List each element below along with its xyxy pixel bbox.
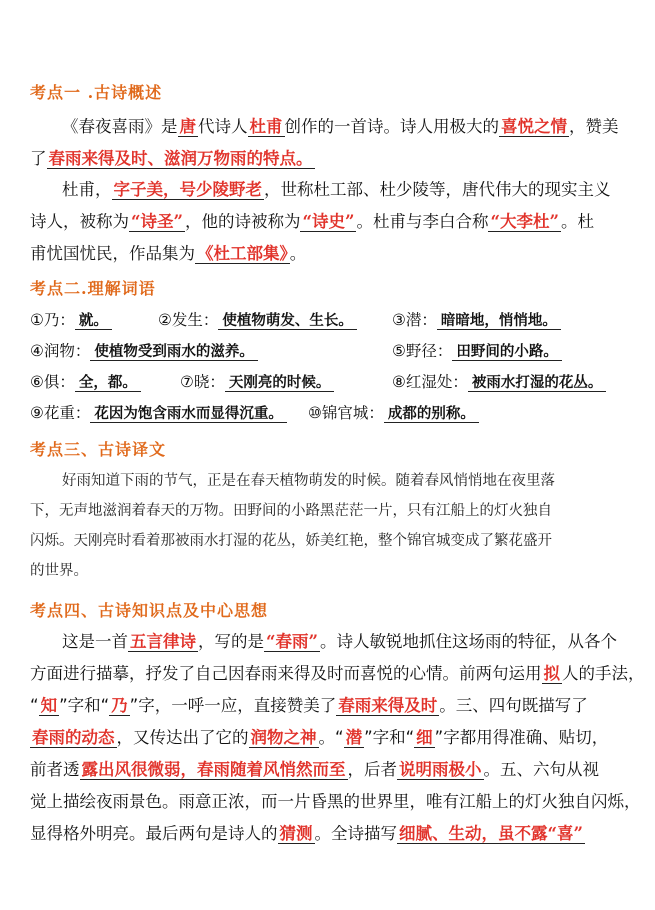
analysis-paragraph (30, 626, 645, 850)
vocab-item (30, 370, 141, 392)
answer-style: 细腻、生动，虽不露“喜” (399, 824, 583, 843)
text: 。三、四句既描写了 (439, 696, 588, 715)
text: “ (30, 696, 39, 715)
translation-paragraph (30, 466, 630, 586)
text: ⑤野径： (392, 342, 453, 360)
answer-title-poet: “诗圣” (131, 212, 183, 231)
text (30, 238, 630, 270)
text: 天刚亮的时候。 (225, 374, 335, 392)
answer-small-rain: 说明雨极小 (399, 760, 482, 779)
answer-spirit: 润物之神 (250, 728, 317, 747)
text: ②发生： (158, 311, 219, 329)
text: 就。 (75, 312, 112, 330)
text: ⑧红湿处： (392, 373, 468, 391)
section-heading-2: 考点二.理解词语 (30, 279, 156, 298)
text: 这是一首 (62, 632, 128, 651)
text: 。杜甫与李白合称 (356, 212, 489, 231)
text: 。杜 (560, 212, 594, 231)
answer-wind: 露出风很微弱，春雨随着风悄然而至 (81, 760, 346, 779)
text: ①乃： (30, 311, 75, 329)
answer-subject: “春雨” (266, 632, 318, 651)
text: 了 (30, 149, 47, 168)
vocab-item (30, 308, 112, 330)
text: ⑥俱： (30, 373, 75, 391)
answer-guess: 猜测 (279, 824, 313, 843)
answer-char-zhi: 知 (40, 696, 58, 715)
vocab-item (308, 401, 479, 423)
text: ，后者 (347, 760, 397, 779)
vocab-row (30, 308, 640, 339)
answer-li-du: “大李杜” (490, 212, 559, 231)
text: ⑩锦官城： (308, 404, 384, 422)
text: 。全诗描写 (314, 824, 397, 843)
text (30, 722, 630, 754)
text: ，赞美 (569, 117, 619, 136)
vocab-item (30, 401, 287, 423)
text: ”字和“ (364, 728, 415, 747)
answer-timely: 春雨来得及时 (338, 696, 438, 715)
text: 全，都。 (75, 374, 141, 392)
vocab-item (158, 308, 357, 330)
text: 人的手法， (562, 664, 645, 683)
text: ”字，一呼一应，直接赞美了 (129, 696, 337, 715)
vocab-item (392, 370, 606, 392)
text: 花因为饱含雨水而显得沉重。 (90, 405, 287, 423)
text: 诗人，被称为 (30, 212, 129, 231)
overview-paragraph (30, 111, 630, 175)
answer-dynasty: 唐 (179, 117, 196, 136)
text: ⑦晓： (180, 373, 225, 391)
analysis-line: 觉上描绘夜雨景色。雨意正浓，而一片昏黑的世界里，唯有江船上的灯火独自闪烁， (30, 792, 641, 811)
text: 。 (289, 244, 307, 263)
section-heading-3: 考点三、古诗译文 (30, 440, 167, 459)
text: 显得格外明亮。最后两句是诗人的 (30, 824, 278, 843)
vocab-row (30, 401, 640, 432)
text (30, 626, 630, 658)
text: ⑨花重： (30, 404, 91, 422)
answer-courtesy-name: 字子美，号少陵野老 (113, 180, 262, 199)
vocab-row (30, 339, 640, 370)
text (30, 143, 630, 175)
text: 甫忧国忧民，作品集为 (30, 244, 195, 263)
answer-title-history: “诗史” (302, 212, 355, 231)
answer-emotion: 喜悦之情 (501, 117, 567, 136)
vocab-item (180, 370, 334, 392)
answer-feature: 春雨来得及时、滋润万物雨的特点。 (48, 149, 313, 168)
answer-device: 拟 (543, 664, 560, 683)
text (30, 206, 630, 238)
vocab-item (392, 339, 562, 361)
answer-char-nai: 乃 (111, 696, 128, 715)
text: ③潜： (392, 311, 437, 329)
text (30, 818, 630, 850)
text (30, 111, 630, 143)
vocab-item (392, 308, 561, 330)
text: 暗暗地，悄悄地。 (437, 312, 561, 330)
text: 。五、六句从视 (483, 760, 599, 779)
answer-collection: 《杜工部集》 (197, 244, 288, 263)
vocab-list (30, 308, 640, 432)
section-heading-4: 考点四、古诗知识点及中心思想 (30, 601, 269, 620)
text: 杜甫， (62, 180, 112, 199)
author-paragraph (30, 174, 630, 270)
translation-line: 下，无声地滋润着春天的万物。田野间的小路黑茫茫一片，只有江船上的灯火独自 (30, 503, 552, 519)
text: 。诗人敏锐地抓住这场雨的特征，从各个 (319, 632, 617, 651)
text: 创作的一首诗。诗人用极大的 (284, 117, 499, 136)
translation-line: 好雨知道下雨的节气，正是在春天植物萌发的时候。随着春风悄悄地在夜里落 (62, 473, 555, 489)
text: 前者透 (30, 760, 80, 779)
text: 代诗人 (198, 117, 248, 136)
answer-dynamic: 春雨的动态 (32, 728, 115, 747)
translation-line: 的世界。 (30, 563, 88, 579)
text: ”字都用得准确、贴切， (434, 728, 609, 747)
text: ，他的诗被称为 (184, 212, 301, 231)
text: 田野间的小路。 (452, 343, 562, 361)
vocab-row (30, 370, 640, 401)
text: 使植物萌发、生长。 (218, 312, 357, 330)
text: ④润物： (30, 342, 91, 360)
text: ，写的是 (198, 632, 264, 651)
text (30, 690, 630, 722)
answer-char-xi: 细 (416, 728, 433, 747)
text (30, 754, 630, 786)
answer-poet: 杜甫 (249, 117, 283, 136)
translation-line: 闪烁。天刚亮时看着那被雨水打湿的花丛，娇美红艳，整个锦官城变成了繁花盛开 (30, 533, 552, 549)
answer-char-qian: 潜 (345, 728, 363, 747)
text: 被雨水打湿的花丛。 (468, 374, 607, 392)
text: 成都的别称。 (384, 405, 479, 423)
text: ，又传达出了它的 (116, 728, 249, 747)
text: ”字和“ (59, 696, 110, 715)
section-heading-1: 考点一 .古诗概述 (30, 83, 163, 102)
text: 方面进行描摹，抒发了自己因春雨来得及时而喜悦的心情。前两句运用 (30, 664, 542, 683)
text (30, 174, 630, 206)
text (30, 658, 645, 690)
text: 。“ (318, 728, 344, 747)
text: 使植物受到雨水的滋养。 (90, 343, 258, 361)
text: ，世称杜工部、杜少陵等，唐代伟大的现实主义 (264, 180, 611, 199)
vocab-item (30, 339, 258, 361)
text: 《春夜喜雨》是 (62, 117, 178, 136)
answer-form: 五言律诗 (130, 632, 196, 651)
